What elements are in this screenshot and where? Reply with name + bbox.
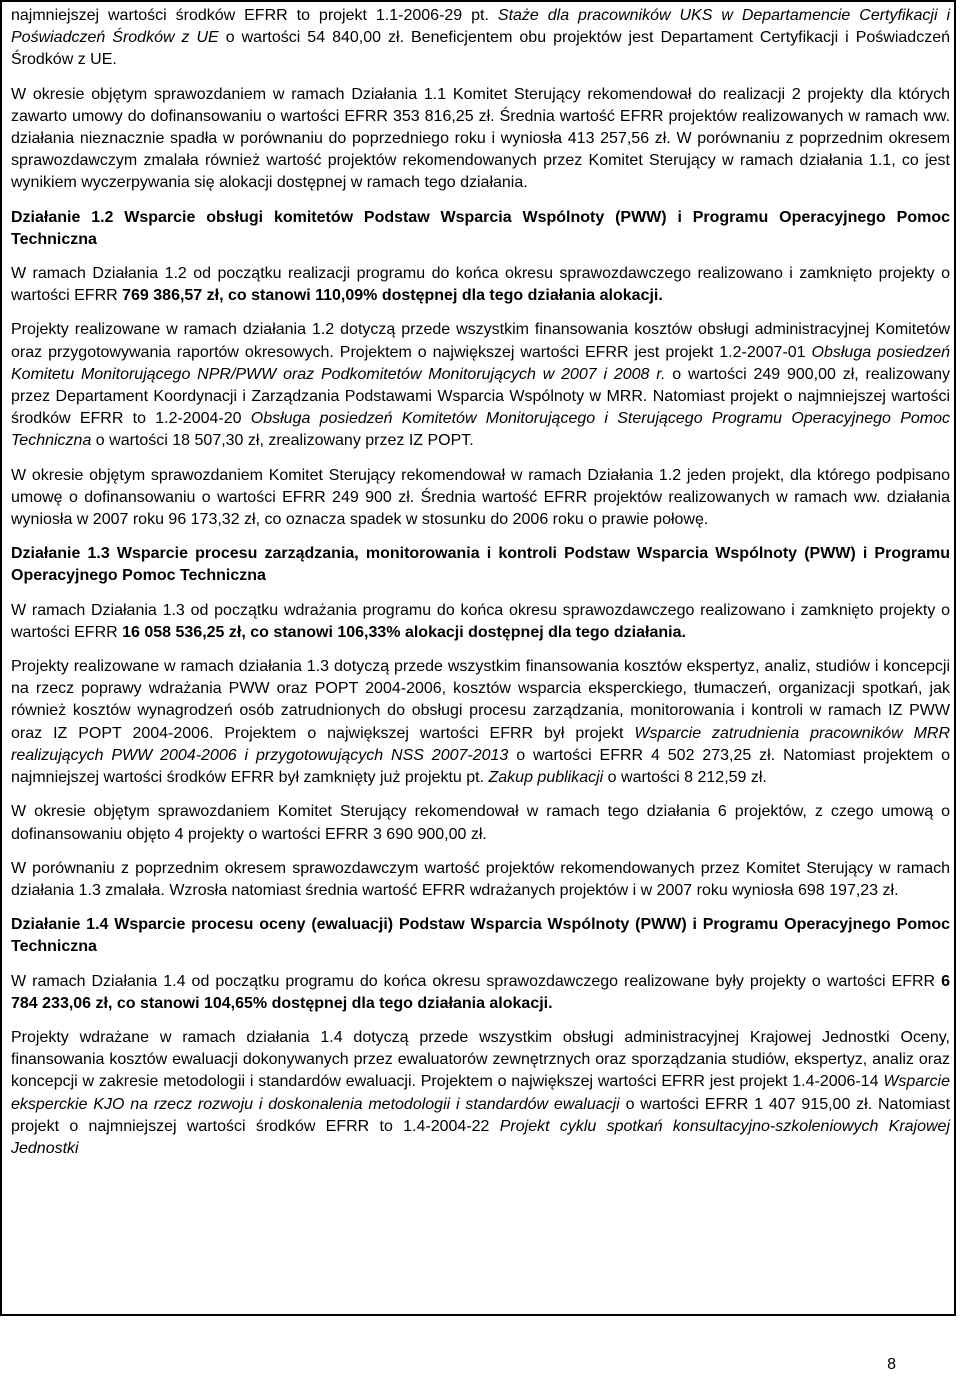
text-run: W okresie objętym sprawozdaniem Komitet Sterujący rekomendował w ramach tego działania 6 projektów, z czego umową o dofinansowaniu objęto 4 projekty o wartości EFRR 3 690 900,00 zł. [11,803,950,843]
paragraph [11,84,950,195]
document-body [11,5,950,1172]
text-run: Staże dla pracowników UKS w Departamencie Certyfikacji i Poświadczeń Środków z UE [11,7,951,47]
paragraph [11,263,950,307]
section-heading [11,207,950,251]
text-run: Projekty wdrażane w ramach działania 1.4 dotyczą przede wszystkim obsługi administracyjnej Krajowej Jednostki Oceny, finansowania kosztów ewaluacji dokonywanych przez ewaluatorów zewnętrznych oraz sporządzania studiów, ekspertyz, analiz oraz koncepcji w zakresie metodologii i standardów ewaluacji. Projektem o największej wartości EFRR jest projekt 1.4-2006-14 [11,1028,950,1091]
text-run: W okresie objętym sprawozdaniem Komitet Sterujący rekomendował w ramach Działania 1.2 jeden projekt, dla którego podpisano umowę o dofinansowaniu o wartości EFRR 249 900 zł. Średnia wartość EFRR projektów realizowanych w ramach ww. działania wyniosła w 2007 roku 96 173,32 zł, co oznacza spadek w stosunku do 2006 roku o prawie połowę. [11,466,950,529]
text-run: o wartości 249 900,00 zł, realizowany przez Departament Koordynacji i Zarządzania Podstawami Wsparcia Wspólnoty w MRR. Natomiast projekt o najmniejszej wartości środków EFRR to 1.2-2004-20 [11,365,950,428]
text-run: 769 386,57 zł, co stanowi 110,09% dostępnej dla tego działania alokacji. [122,287,663,305]
section-heading [11,543,950,587]
text-run: o wartości 18 507,30 zł, zrealizowany przez IZ POPT. [91,432,474,450]
paragraph [11,319,950,452]
paragraph [11,5,950,72]
paragraph [11,1027,950,1160]
text-run: W ramach Działania 1.2 od początku realizacji programu do końca okresu sprawozdawczego realizowano i zamknięto projekty o wartości EFRR [11,265,950,305]
paragraph [11,656,950,789]
text-run: W porównaniu z poprzednim okresem sprawozdawczym wartość projektów rekomendowanych przez Komitet Sterujący w ramach działania 1.3 zmalała. Wzrosła natomiast średnia wartość EFRR wdrażanych projektów i w 2007 roku wyniosła 698 197,23 zł. [11,859,950,899]
text-run: Działanie 1.2 Wsparcie obsługi komitetów Podstaw Wsparcia Wspólnoty (PWW) i Programu Operacyjnego Pomoc Techniczna [11,208,950,248]
text-run: Obsługa posiedzeń Komitetów Monitorującego i Sterującego Programu Operacyjnego Pomoc Techniczna [11,410,950,450]
text-run: Projekt cyklu spotkań konsultacyjno-szkoleniowych Krajowej Jednostki [11,1117,950,1157]
paragraph [11,858,950,902]
page-number: 8 [887,1356,896,1373]
text-run: W okresie objętym sprawozdaniem w ramach Działania 1.1 Komitet Sterujący rekomendował do realizacji 2 projekty dla których zawarto umowy do dofinansowaniu o wartości EFRR 353 816,25 zł. Średnia wartość EFRR projektów realizowanych w ramach ww. działania nieznacznie spadła w porównaniu do poprzedniego roku i wyniosła 413 257,56 zł. W porównaniu z poprzednim okresem sprawozdawczym zmalała również wartość projektów rekomendowanych przez Komitet Sterujący w ramach działania 1.1, co jest wynikiem wyczerpywania się alokacji dostępnej w ramach tego działania. [11,85,950,192]
paragraph [11,971,950,1015]
text-run: Obsługa posiedzeń Komitetu Monitorującego NPR/PWW oraz Podkomitetów Monitorujących w 2007 i 2008 r. [11,343,951,383]
text-run: 16 058 536,25 zł, co stanowi 106,33% alokacji dostępnej dla tego działania. [122,623,686,641]
text-run: o wartości 54 840,00 zł. Beneficjentem obu projektów jest Departament Certyfikacji i Poświadczeń Środków z UE. [11,29,950,69]
text-run: Zakup publikacji [488,769,604,787]
section-heading [11,914,950,958]
text-run: W ramach Działania 1.3 od początku wdrażania programu do końca okresu sprawozdawczego realizowano i zamknięto projekty o wartości EFRR [11,601,950,641]
paragraph [11,801,950,845]
paragraph [11,465,950,532]
text-run: 6 784 233,06 zł, co stanowi 104,65% dostępnej dla tego działania alokacji. [11,972,950,1012]
text-run: o wartości EFRR 4 502 273,25 zł. Natomiast projektem o najmniejszej wartości środków EFRR był zamknięty już projektu pt. [11,746,951,787]
text-run: Działanie 1.4 Wsparcie procesu oceny (ewaluacji) Podstaw Wsparcia Wspólnoty (PWW) i Programu Operacyjnego Pomoc Techniczna [11,916,950,956]
text-run: Projekty realizowane w ramach działania 1.3 dotyczą przede wszystkim finansowania kosztów ekspertyz, analiz, studiów i koncepcji na rzecz poprawy wdrażania PWW oraz POPT 2004-2006, kosztów wsparcia eksperckiego, tłumaczeń, organizacji spotkań, jak również kosztów wynagrodzeń osób zatrudnionych do obsługi procesu zarządzania, monitorowania i kontroli w ramach IZ PWW oraz IZ POPT 2004-2006. Projektem o największej wartości EFRR był projekt [11,658,950,742]
text-run: najmniejszej wartości środków EFRR to projekt 1.1-2006-29 pt. [11,7,498,24]
text-run: Projekty realizowane w ramach działania 1.2 dotyczą przede wszystkim finansowania kosztów obsługi administracyjnej Komitetów oraz przygotowywania raportów okresowych. Projektem o największej wartości EFRR jest projekt 1.2-2007-01 [11,321,950,361]
text-run: Działanie 1.3 Wsparcie procesu zarządzania, monitorowania i kontroli Podstaw Wsparcia Wspólnoty (PWW) i Programu Operacyjnego Pomoc Techniczna [11,545,950,585]
paragraph [11,600,950,644]
text-run: W ramach Działania 1.4 od początku programu do końca okresu sprawozdawczego realizowane były projekty o wartości EFRR [11,972,942,990]
text-run: o wartości EFRR 1 407 915,00 zł. Natomiast projekt o najmniejszej wartości środków EFRR to 1.4-2004-22 [11,1095,951,1135]
text-run: Wsparcie eksperckie KJO na rzecz rozwoju i doskonalenia metodologii i standardów ewaluacji [11,1073,950,1113]
text-run: o wartości 8 212,59 zł. [603,769,767,787]
text-run: Wsparcie zatrudnienia pracowników MRR realizujących PWW 2004-2006 i przygotowujących NSS 2007-2013 [11,724,951,764]
